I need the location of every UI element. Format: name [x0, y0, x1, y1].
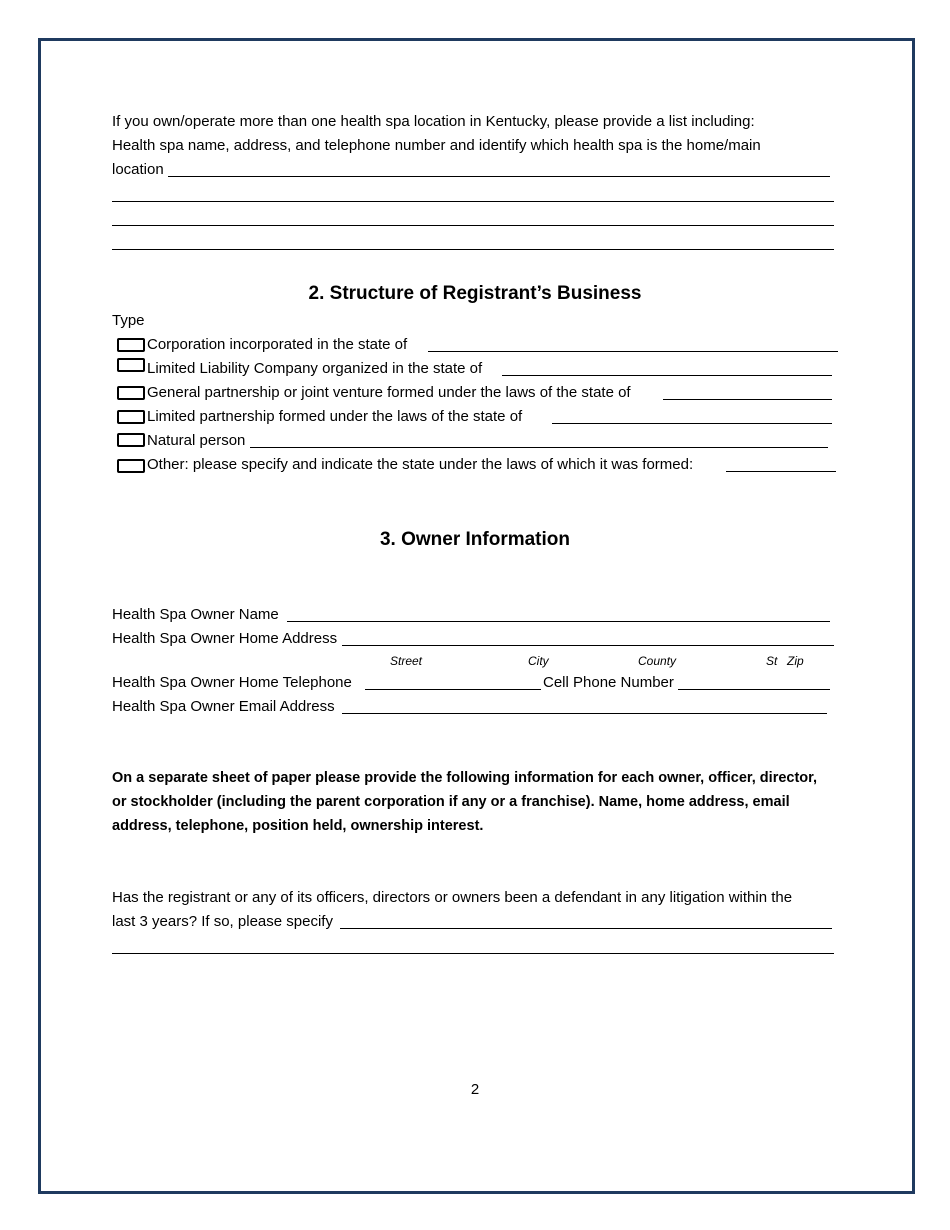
locations-text-line3: location: [112, 161, 164, 178]
email-label: Health Spa Owner Email Address: [112, 698, 335, 715]
locations-input-line[interactable]: [112, 249, 834, 250]
corporation-checkbox[interactable]: [117, 338, 145, 352]
litigation-line2: last 3 years? If so, please specify: [112, 913, 333, 930]
email-field[interactable]: [342, 713, 827, 714]
address-county-sublabel: County: [638, 654, 677, 668]
limited-partnership-label: Limited partnership formed under the laws of the state of: [147, 408, 523, 425]
address-city-sublabel: City: [528, 654, 549, 668]
type-label: Type: [112, 312, 145, 329]
home-address-field[interactable]: [342, 645, 834, 646]
locations-input-line[interactable]: [112, 225, 834, 226]
llc-label: Limited Liability Company organized in the state of: [147, 360, 483, 377]
cell-phone-field[interactable]: [678, 689, 830, 690]
locations-text-line1: If you own/operate more than one health spa location in Kentucky, please provide a list including:: [112, 113, 755, 130]
locations-input-line[interactable]: [168, 176, 830, 177]
natural-person-field[interactable]: [250, 447, 828, 448]
llc-state-field[interactable]: [502, 375, 832, 376]
address-zip-sublabel: Zip: [787, 654, 804, 668]
general-partnership-label: General partnership or joint venture formed under the laws of the state of: [147, 384, 631, 401]
home-phone-label: Health Spa Owner Home Telephone: [112, 674, 352, 691]
natural-person-label: Natural person: [147, 432, 246, 449]
home-phone-field[interactable]: [365, 689, 541, 690]
home-address-label: Health Spa Owner Home Address: [112, 630, 338, 647]
separate-sheet-line1: On a separate sheet of paper please provide the following information for each owner, officer, director,: [112, 770, 818, 786]
section-3-title: 3. Owner Information: [379, 529, 571, 550]
llc-checkbox[interactable]: [117, 358, 145, 372]
litigation-field[interactable]: [340, 928, 832, 929]
owner-name-label: Health Spa Owner Name: [112, 606, 279, 623]
general-partnership-checkbox[interactable]: [117, 386, 145, 400]
locations-input-line[interactable]: [112, 201, 834, 202]
limited-partnership-state-field[interactable]: [552, 423, 832, 424]
other-label: Other: please specify and indicate the state under the laws of which it was formed:: [147, 456, 694, 473]
other-checkbox[interactable]: [117, 459, 145, 473]
natural-person-checkbox[interactable]: [117, 433, 145, 447]
corporation-state-field[interactable]: [428, 351, 838, 352]
page-number: 2: [470, 1081, 480, 1098]
section-2-title: 2. Structure of Registrant’s Business: [308, 283, 642, 304]
owner-name-field[interactable]: [287, 621, 830, 622]
address-street-sublabel: Street: [390, 654, 423, 668]
litigation-line1: Has the registrant or any of its officers, directors or owners been a defendant in any litigation within the: [112, 889, 793, 906]
other-field[interactable]: [726, 471, 836, 472]
cell-phone-label: Cell Phone Number: [543, 674, 674, 691]
litigation-field[interactable]: [112, 953, 834, 954]
corporation-label: Corporation incorporated in the state of: [147, 336, 408, 353]
limited-partnership-checkbox[interactable]: [117, 410, 145, 424]
separate-sheet-line2: or stockholder (including the parent corporation if any or a franchise). Name, home address, email: [112, 794, 790, 810]
separate-sheet-line3: address, telephone, position held, ownership interest.: [112, 818, 484, 834]
address-st-sublabel: St: [766, 654, 778, 668]
locations-text-line2: Health spa name, address, and telephone number and identify which health spa is the home/main: [112, 137, 761, 154]
general-partnership-state-field[interactable]: [663, 399, 832, 400]
